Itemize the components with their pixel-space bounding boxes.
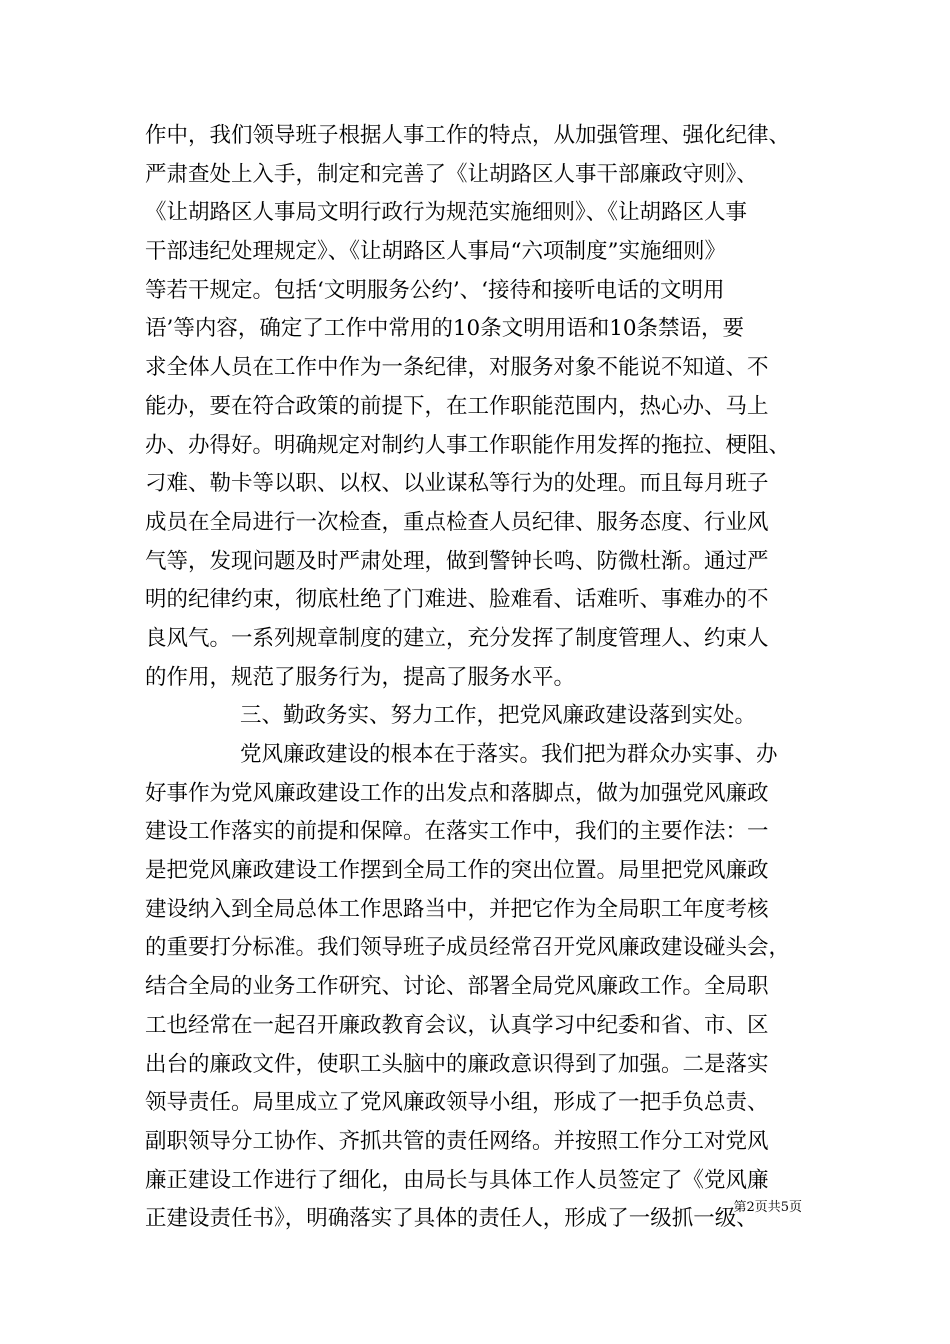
text-line: 能办，要在符合政策的前提下，在工作职能范围内，热心办、马上 [145,393,769,419]
text-line: 党风廉政建设的根本在于落实。我们把为群众办实事、办 [240,742,778,767]
text-line: 成员在全局进行一次检查，重点检查人员纪律、服务态度、行业风 [145,509,769,535]
text-line: 《让胡路区人事局文明行政行为规范实施细则》、《让胡路区人事 [145,200,748,226]
document-body [145,117,845,1239]
text-line: 良风气。一系列规章制度的建立，充分发挥了制度管理人、约束人 [145,625,769,651]
text-line: 结合全局的业务工作研究、讨论、部署全局党风廉政工作。全局职 [145,974,769,1000]
text-line: 干部违纪处理规定》、《让胡路区人事局“六项制度”实施细则》 [145,239,726,265]
text-line: 建设工作落实的前提和保障。在落实工作中，我们的主要作法：一 [145,819,769,845]
text-line: 廉正建设工作进行了细化，由局长与具体工作人员签定了《党风廉 [145,1167,769,1193]
text-line: 明的纪律约束，彻底杜绝了门难进、脸难看、话难听、事难办的不 [145,587,769,613]
text-line: 的作用，规范了服务行为，提高了服务水平。 [145,664,576,690]
text-line: 的重要打分标准。我们领导班子成员经常召开党风廉政建设碰头会， [145,935,791,961]
text-line: 办、办得好。明确规定对制约人事工作职能作用发挥的拖拉、梗阻、 [145,432,791,458]
text-line: 工也经常在一起召开廉政教育会议，认真学习中纪委和省、市、区 [145,1012,769,1038]
page-number-footer: 第2页共5页 [733,1200,802,1215]
text-line: 刁难、勒卡等以职、以权、以业谋私等行为的处理。而且每月班子 [145,471,769,497]
text-line: 语’等内容，确定了工作中常用的10条文明用语和10条禁语，要 [145,316,745,342]
text-line: 严肃查处上入手，制定和完善了《让胡路区人事干部廉政守则》、 [145,161,758,187]
text-line: 出台的廉政文件，使职工头脑中的廉政意识得到了加强。二是落实 [145,1051,769,1077]
section-heading: 三、勤政务实、努力工作，把党风廉政建设落到实处。 [240,703,757,729]
text-line: 建设纳入到全局总体工作思路当中，并把它作为全局职工年度考核 [145,896,769,922]
text-line: 气等，发现问题及时严肃处理，做到警钟长鸣、防微杜渐。通过严 [145,548,769,574]
text-line: 好事作为党风廉政建设工作的出发点和落脚点，做为加强党风廉政 [145,780,769,806]
text-line: 副职领导分工协作、齐抓共管的责任网络。并按照工作分工对党风 [145,1128,769,1154]
text-line: 是把党风廉政建设工作摆到全局工作的突出位置。局里把党风廉政 [145,858,769,884]
text-line: 作中，我们领导班子根据人事工作的特点，从加强管理、强化纪律、 [145,123,791,148]
text-line: 领导责任。局里成立了党风廉政领导小组，形成了一把手负总责、 [145,1090,769,1116]
text-line: 求全体人员在工作中作为一条纪律，对服务对象不能说不知道、不 [145,355,769,381]
text-line: 正建设责任书》，明确落实了具体的责任人，形成了一级抓一级、 [145,1206,758,1232]
text-line: 等若干规定。包括‘文明服务公约’、‘接待和接听电话的文明用 [145,277,725,303]
